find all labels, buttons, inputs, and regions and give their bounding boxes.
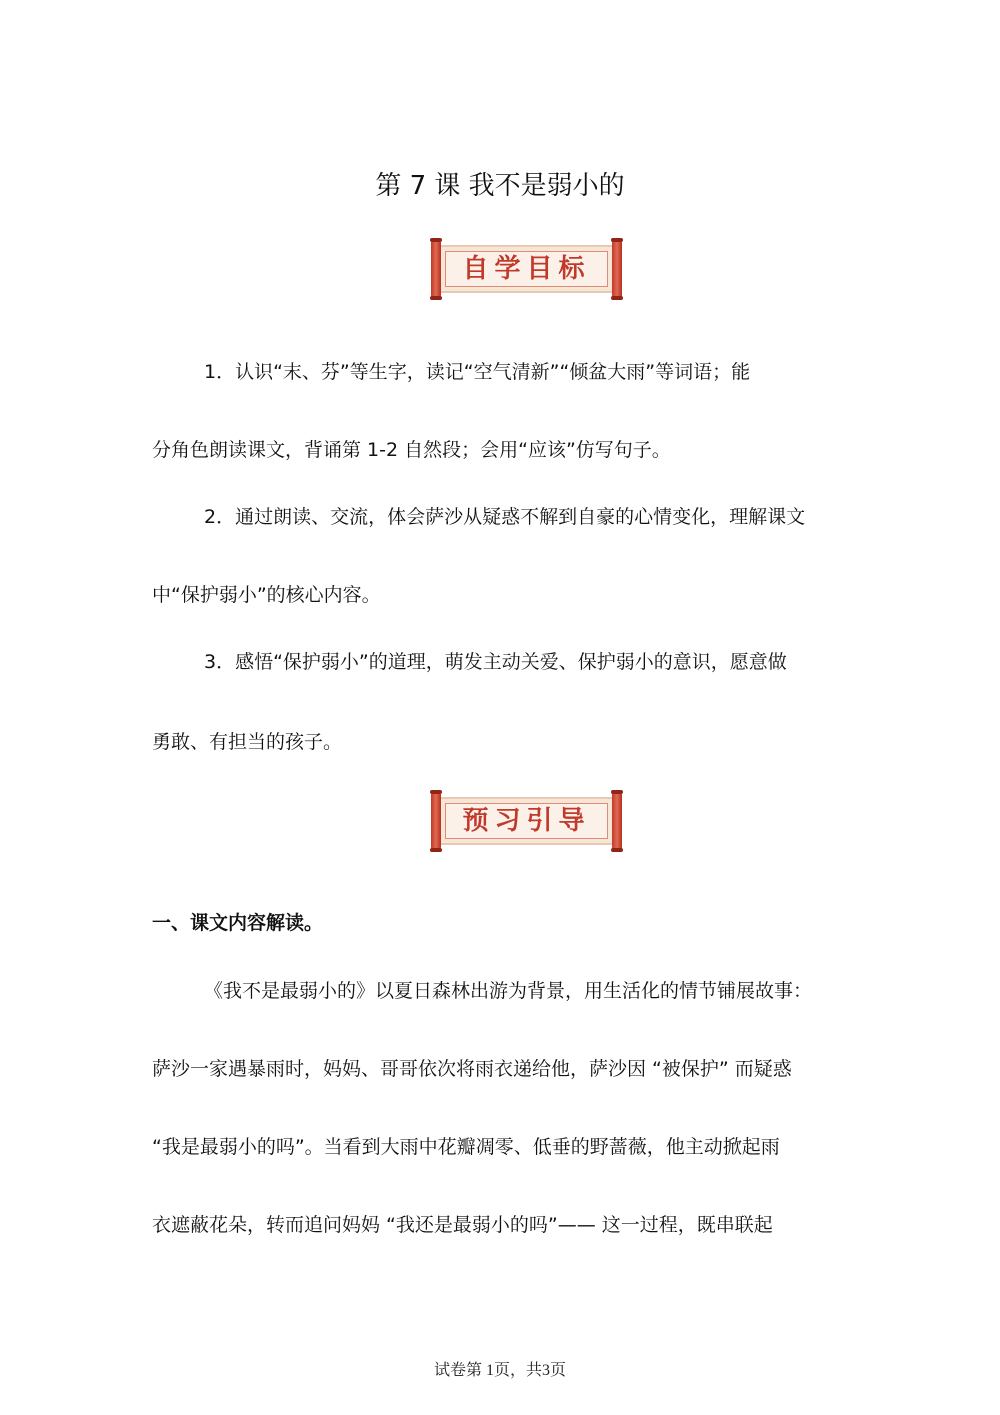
goal-1-line-1: 1．认识“末、芬”等生字，读记“空气清新”“倾盆大雨”等词语；能 — [204, 361, 751, 383]
page-footer: 试卷第 1页，共3页 — [433, 1362, 566, 1379]
section-heading: 一、课文内容解读。 — [152, 912, 324, 934]
page-title: 第 7 课 我不是弱小的 — [375, 171, 625, 201]
goals-banner — [431, 240, 622, 298]
goal-3-line-1: 3．感悟“保护弱小”的道理，萌发主动关爱、保护弱小的意识，愿意做 — [204, 651, 787, 673]
body-line-2: 萨沙一家遇暴雨时，妈妈、哥哥依次将雨衣递给他，萨沙因 “被保护” 而疑惑 — [152, 1058, 792, 1080]
preview-banner-label: 预习引导 — [462, 806, 591, 836]
goal-1-line-2: 分角色朗读课文，背诵第 1-2 自然段；会用“应该”仿写句子。 — [152, 439, 671, 461]
body-line-1: 《我不是最弱小的》以夏日森林出游为背景，用生活化的情节铺展故事： — [204, 980, 813, 1002]
goal-2-line-1: 2．通过朗读、交流，体会萨沙从疑惑不解到自豪的心情变化，理解课文 — [204, 506, 806, 528]
goal-2-line-2: 中“保护弱小”的核心内容。 — [152, 584, 381, 606]
goal-3-line-2: 勇敢、有担当的孩子。 — [152, 731, 343, 753]
goals-banner-label: 自学目标 — [462, 254, 591, 284]
preview-banner — [431, 792, 622, 850]
body-line-4: 衣遮蔽花朵，转而追问妈妈 “我还是最弱小的吗”—— 这一过程，既串联起 — [152, 1214, 773, 1236]
body-line-3: “我是最弱小的吗”。当看到大雨中花瓣凋零、低垂的野蔷薇，他主动掀起雨 — [152, 1136, 780, 1158]
